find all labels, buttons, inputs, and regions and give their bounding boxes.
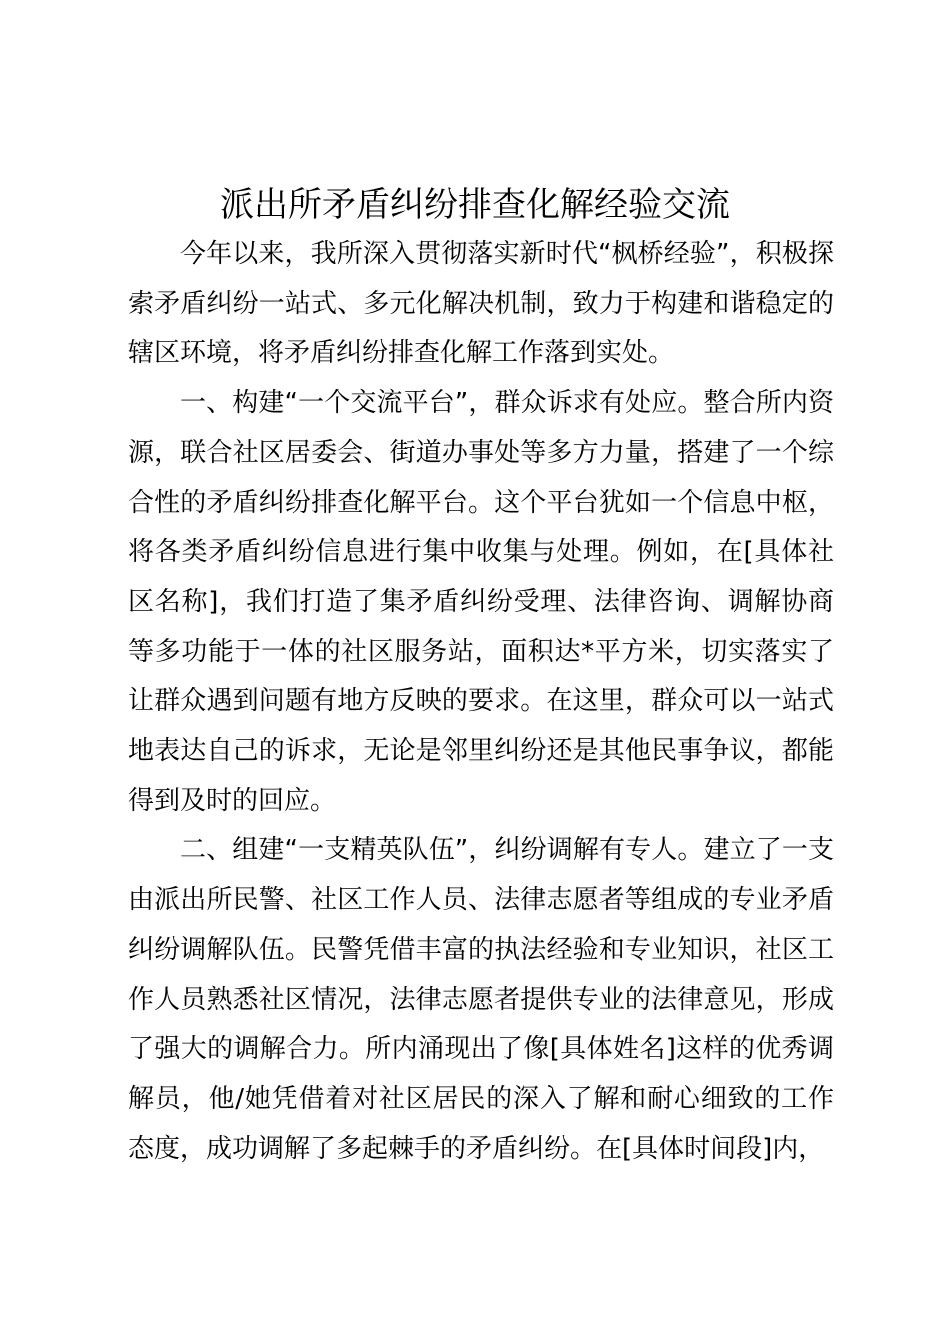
document-body xyxy=(128,230,834,1174)
paragraph-section-2: 二、组建“一支精英队伍”，纠纷调解有专人。建立了一支由派出所民警、社区工作人员、法律志愿者等组成的专业矛盾纠纷调解队伍。民警凭借丰富的执法经验和专业知识，社区工作人员熟悉社区情况，法律志愿者提供专业的法律意见，形成了强大的调解合力。所内涌现出了像[具体姓名]这样的优秀调解员，他/她凭借着对社区居民的深入了解和耐心细致的工作态度，成功调解了多起棘手的矛盾纠纷。在[具体时间段]内， xyxy=(128,835,834,1164)
paragraph-intro: 今年以来，我所深入贯彻落实新时代“枫桥经验”，积极探索矛盾纠纷一站式、多元化解决机制，致力于构建和谐稳定的辖区环境，将矛盾纠纷排查化解工作落到实处。 xyxy=(128,239,834,369)
paragraph-section-1: 一、构建“一个交流平台”，群众诉求有处应。整合所内资源，联合社区居委会、街道办事处等多方力量，搭建了一个综合性的矛盾纠纷排查化解平台。这个平台犹如一个信息中枢，将各类矛盾纠纷信息进行集中收集与处理。例如，在[具体社区名称]，我们打造了集矛盾纠纷受理、法律咨询、调解协商等多功能于一体的社区服务站，面积达*平方米，切实落实了让群众遇到问题有地方反映的要求。在这里，群众可以一站式地表达自己的诉求，无论是邻里纠纷还是其他民事争议，都能得到及时的回应。 xyxy=(128,388,834,816)
document-title: 派出所矛盾纠纷排查化解经验交流 xyxy=(220,185,730,225)
